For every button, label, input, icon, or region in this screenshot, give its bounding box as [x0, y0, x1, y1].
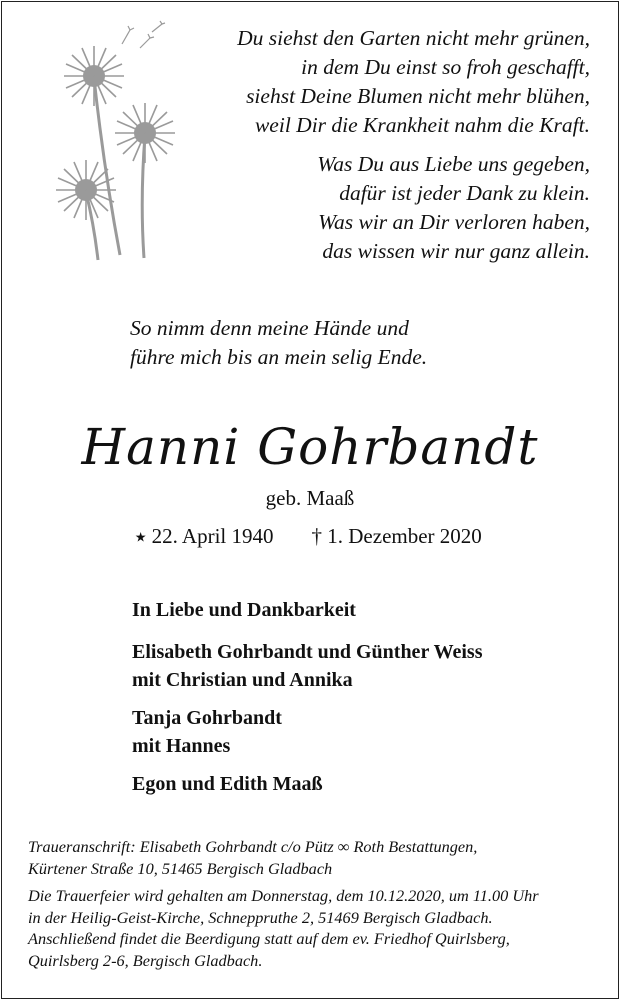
funeral-details: [28, 836, 598, 977]
mourner-group: [132, 704, 592, 760]
maiden-name: geb. Maaß: [265, 486, 355, 510]
poem-line: weil Dir die Krankheit nahm die Kraft.: [254, 113, 590, 137]
footer-line: Traueranschrift: Elisabeth Gohrbandt c/o Pütz ∞ Roth Bestattungen,: [28, 837, 478, 856]
poem-line: dafür ist jeder Dank zu klein.: [339, 181, 590, 205]
footer-line: Anschließend findet die Beerdigung statt auf dem ev. Friedhof Quirlsberg,: [28, 929, 510, 948]
poem-line: Du siehst den Garten nicht mehr grünen,: [237, 26, 590, 50]
farewell-verse: [130, 314, 550, 372]
poem-line: in dem Du einst so froh geschafft,: [301, 55, 590, 79]
footer-line: Quirlsberg 2-6, Bergisch Gladbach.: [28, 950, 263, 970]
mourner-line: mit Hannes: [132, 735, 231, 757]
poem-line: siehst Deine Blumen nicht mehr blühen,: [246, 84, 590, 108]
life-dates: [135, 524, 555, 549]
mourner-group: [132, 770, 592, 798]
footer-line: in der Heilig-Geist-Kirche, Schneppruthe 2, 51469 Bergisch Gladbach.: [28, 907, 493, 927]
poem-line: Was Du aus Liebe uns gegeben,: [317, 152, 590, 176]
verse-line: führe mich bis an mein selig Ende.: [130, 345, 428, 369]
mourners-intro: In Liebe und Dankbarkeit: [132, 599, 356, 621]
poem: [190, 24, 590, 276]
ceremony-info: [28, 885, 598, 971]
mourner-line: Elisabeth Gohrbandt und Günther Weiss: [132, 641, 483, 663]
footer-line: Die Trauerfeier wird gehalten am Donnerstag, dem 10.12.2020, um 11.00 Uhr: [28, 886, 539, 905]
footer-line: Kürtener Straße 10, 51465 Bergisch Gladbach: [28, 858, 333, 878]
mourner-group: [132, 638, 592, 694]
dandelion-illustration: [42, 20, 192, 265]
mourner-line: Tanja Gohrbandt: [132, 707, 282, 729]
death-date: † 1. Dezember 2020: [311, 524, 482, 548]
poem-line: das wissen wir nur ganz allein.: [322, 239, 590, 263]
verse-line: So nimm denn meine Hände und: [130, 316, 409, 340]
mourner-line: mit Christian und Annika: [132, 669, 353, 691]
obituary-notice: [1, 1, 619, 999]
poem-line: Was wir an Dir verloren haben,: [318, 210, 590, 234]
mourning-address: [28, 836, 598, 879]
poem-stanza: [190, 150, 590, 266]
mourners: [132, 596, 592, 808]
birth-date: ⭑ 22. April 1940: [135, 524, 274, 548]
deceased-name: Hanni Gohrbandt: [81, 418, 539, 476]
poem-stanza: [190, 24, 590, 140]
mourner-line: Egon und Edith Maaß: [132, 773, 323, 795]
